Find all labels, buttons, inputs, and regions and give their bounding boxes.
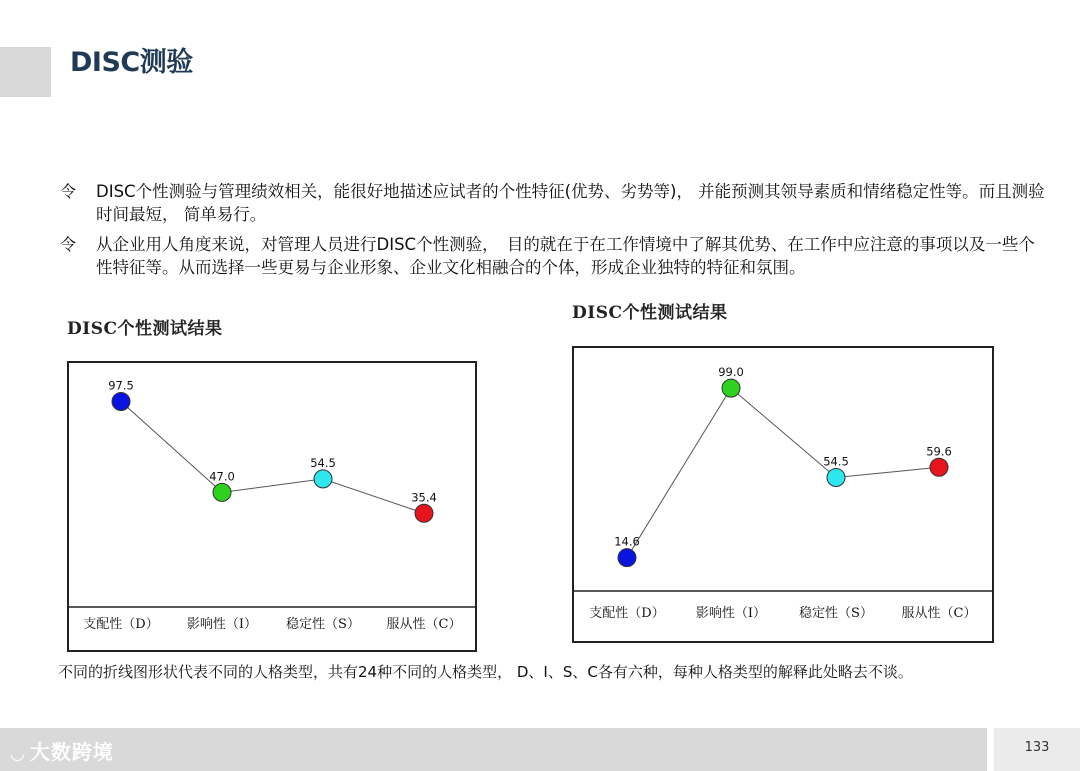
title-accent-block	[0, 47, 51, 97]
series-line	[627, 388, 939, 558]
data-point	[213, 483, 231, 501]
category-label: 支配性（D）	[589, 606, 665, 621]
bullet-item	[60, 233, 1050, 279]
logo-icon: ◡	[10, 744, 26, 764]
data-label: 99.0	[718, 365, 744, 380]
data-label: 54.5	[310, 455, 336, 470]
chart-title-left: DISC个性测试结果	[67, 319, 223, 339]
chart-left	[67, 361, 477, 652]
page-title: DISC测验	[70, 47, 193, 78]
caption-text: 不同的折线图形状代表不同的人格类型，共有24种不同的人格类型， D、I、S、C各有六种，每种人格类型的解释此处略去不谈。	[58, 663, 913, 681]
category-label: 支配性（D）	[83, 617, 159, 632]
chart-left-svg	[69, 363, 475, 650]
category-label: 影响性（I）	[186, 617, 258, 632]
bullet-list	[60, 180, 1050, 286]
data-point	[827, 469, 845, 487]
category-label: 服从性（C）	[386, 617, 462, 632]
data-label: 97.5	[108, 378, 134, 393]
chart-right-svg	[574, 348, 992, 641]
data-point	[112, 393, 130, 411]
bullet-item	[60, 180, 1050, 226]
category-label: 稳定性（S）	[799, 606, 873, 621]
bullet-mark: 令	[60, 182, 77, 201]
footer-bar	[0, 728, 987, 771]
data-point	[722, 379, 740, 397]
chart-title-right: DISC个性测试结果	[572, 303, 728, 323]
category-label: 影响性（I）	[695, 606, 767, 621]
chart-right	[572, 346, 994, 643]
page-number: 133	[1024, 740, 1050, 755]
bullet-text: DISC个性测验与管理绩效相关，能很好地描述应试者的个性特征(优势、劣势等)， 并能预测其领导素质和情绪稳定性等。而且测验时间最短， 简单易行。	[96, 182, 1045, 224]
data-point	[930, 458, 948, 476]
series-line	[121, 402, 424, 514]
footer-logo: ◡ 大数跨境	[10, 740, 114, 764]
data-label: 14.6	[614, 534, 640, 549]
data-label: 35.4	[411, 490, 437, 505]
category-label: 稳定性（S）	[286, 617, 360, 632]
data-point	[314, 470, 332, 488]
category-label: 服从性（C）	[901, 606, 977, 621]
data-label: 47.0	[209, 469, 235, 484]
bullet-text: 从企业用人角度来说，对管理人员进行DISC个性测验， 目的就在于在工作情境中了解其优势、在工作中应注意的事项以及一些个性特征等。从而选择一些更易与企业形象、企业文化相融合的个体，形成企业独特的特征和氛围。	[96, 235, 1035, 277]
bullet-mark: 令	[60, 235, 77, 254]
data-point	[415, 504, 433, 522]
data-label: 54.5	[823, 454, 849, 469]
data-point	[618, 549, 636, 567]
data-label: 59.6	[926, 444, 952, 459]
